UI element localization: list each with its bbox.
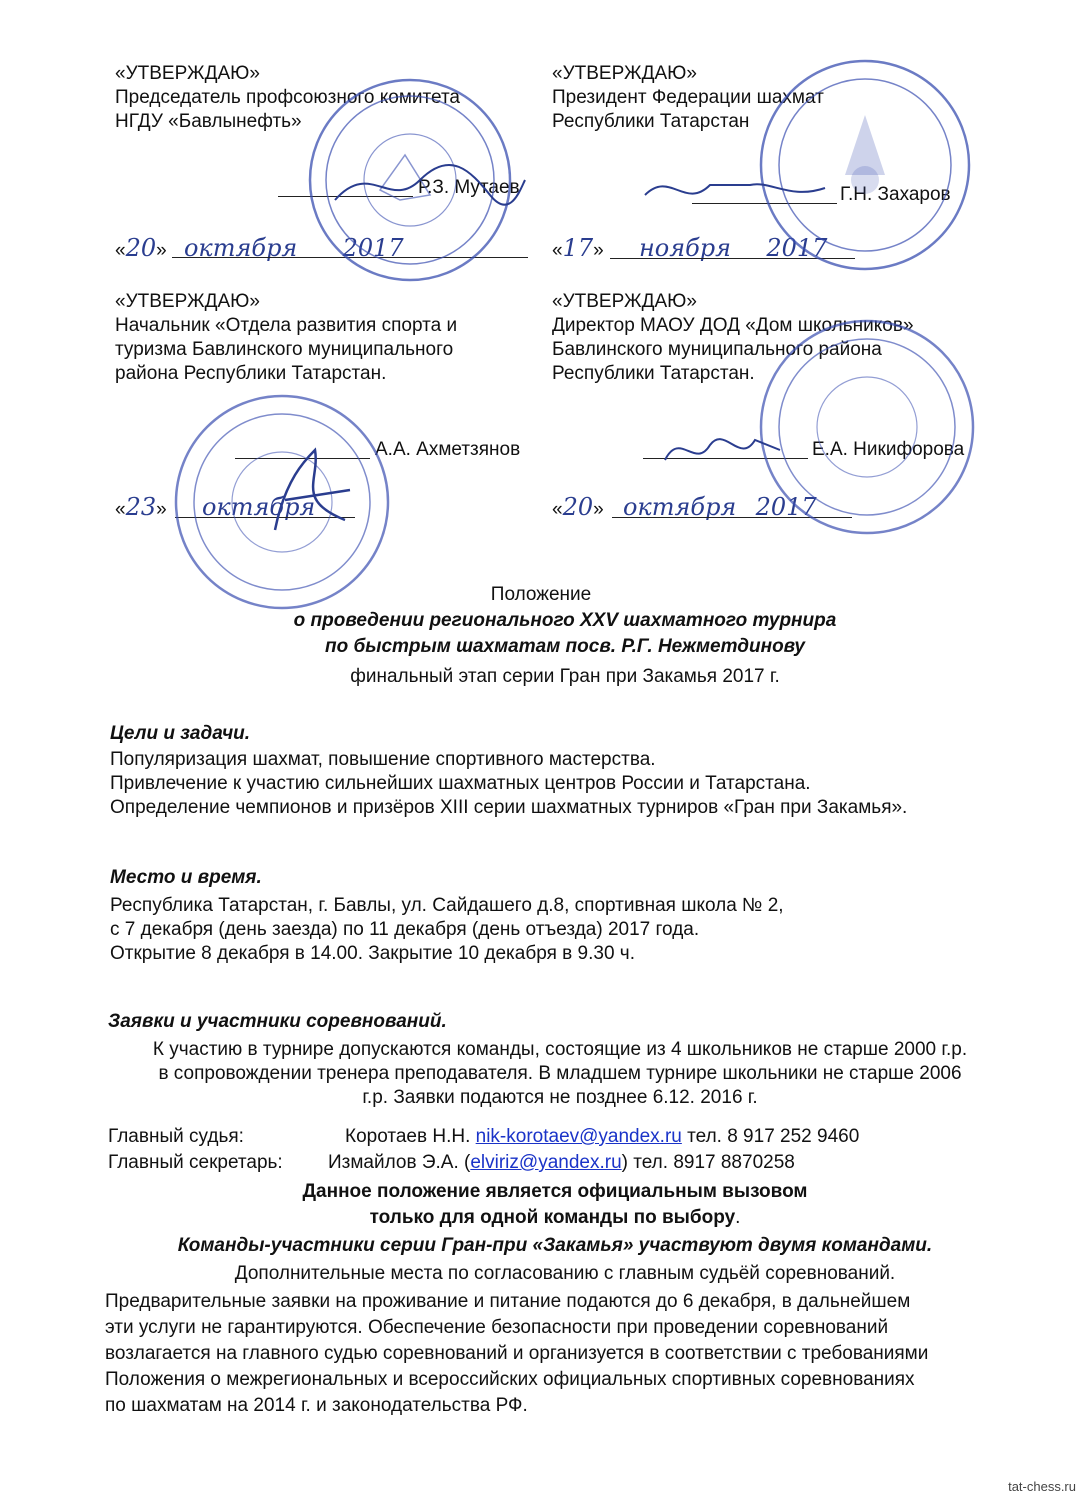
paragraph-line: эти услуги не гарантируются. Обеспечение безопасности при проведении соревнований <box>105 1317 889 1338</box>
approver-name: Р.З. Мутаев <box>418 177 520 198</box>
site-watermark: tat-chess.ru <box>1008 1479 1076 1494</box>
approver-name: А.А. Ахметзянов <box>375 439 521 460</box>
title-line-2: по быстрым шахматам посв. Р.Г. Нежметдинову <box>324 636 805 657</box>
signature-icon <box>655 420 785 480</box>
date-year: 2017 <box>755 493 817 521</box>
approval-date: «23» октября <box>115 493 316 521</box>
goals-list <box>110 748 907 820</box>
approval-line: Директор МАОУ ДОД «Дом школьников» <box>552 315 914 336</box>
goals-heading: Цели и задачи. <box>110 723 251 744</box>
goals-item: Популяризация шахмат, повышение спортивного мастерства. <box>110 749 656 770</box>
secretary-label: Главный секретарь: <box>108 1152 283 1173</box>
approval-date: «20» октября 2017 <box>552 493 817 521</box>
goals-item: Определение чемпионов и призёров XIII серии шахматных турниров «Гран при Закамья». <box>110 797 908 818</box>
secretary-name: Измайлов Э.А. ( <box>328 1152 471 1173</box>
judge-row <box>345 1125 859 1149</box>
approval-heading: «УТВЕРЖДАЮ» <box>115 63 260 84</box>
date-year: 2017 <box>342 234 404 262</box>
approval-line: Республики Татарстан <box>552 111 750 132</box>
official-call-1: Данное положение является официальным вызовом <box>302 1181 808 1202</box>
place-item: Открытие 8 декабря в 14.00. Закрытие 10 декабря в 9.30 ч. <box>110 943 635 964</box>
judge-label: Главный судья: <box>108 1126 244 1147</box>
teams-note: Команды-участники серии Гран-при «Закамья» участвуют двумя командами. <box>177 1235 933 1256</box>
official-call-2-text: только для одной команды по выбору <box>369 1207 736 1228</box>
signature-icon <box>330 150 530 220</box>
signature-icon <box>640 160 830 220</box>
paragraph-line: Предварительные заявки на проживание и питание подаются до 6 декабря, в дальнейшем <box>105 1291 911 1312</box>
approval-line: НГДУ «Бавлынефть» <box>115 111 302 132</box>
applications-line: К участию в турнире допускаются команды, состоящие из 4 школьников не старше 2000 г.р. <box>152 1039 968 1060</box>
date-day: 20 <box>125 234 157 262</box>
approver-name: Е.А. Никифорова <box>812 439 965 460</box>
approval-line: Республики Татарстан. <box>552 363 755 384</box>
date-month: ноября <box>638 234 732 262</box>
approval-line: Бавлинского муниципального района <box>552 339 882 360</box>
applications-line: в сопровождении тренера преподавателя. В младшем турнире школьники не старше 2006 <box>158 1063 962 1084</box>
approval-heading: «УТВЕРЖДАЮ» <box>552 63 697 84</box>
secretary-phone: ) тел. 8917 8870258 <box>621 1152 795 1173</box>
date-month: октября <box>201 493 316 521</box>
applications-centered <box>100 1038 1020 1110</box>
extra-places: Дополнительные места по согласованию с главным судьёй соревнований. <box>234 1263 896 1284</box>
place-item: Республика Татарстан, г. Бавлы, ул. Сайдашего д.8, спортивная школа № 2, <box>110 895 784 916</box>
date-month: октября <box>622 493 737 521</box>
approval-heading: «УТВЕРЖДАЮ» <box>115 291 260 312</box>
approval-line: Начальник «Отдела развития спорта и <box>115 315 458 336</box>
approval-heading: «УТВЕРЖДАЮ» <box>552 291 697 312</box>
approval-date: «20» октября 2017 <box>115 234 404 262</box>
applications-heading: Заявки и участники соревнований. <box>108 1011 447 1032</box>
title-line-1: о проведении регионального XXV шахматного турнира <box>293 610 837 631</box>
paragraph-line: по шахматам на 2014 г. и законодательства РФ. <box>105 1395 528 1416</box>
signature-icon <box>255 440 365 540</box>
goals-item: Привлечение к участию сильнейших шахматных центров России и Татарстана. <box>110 773 811 794</box>
date-day: 23 <box>125 493 157 521</box>
official-call-2-dot: . <box>735 1207 741 1228</box>
judge-name: Коротаев Н.Н. <box>345 1126 471 1147</box>
secretary-row <box>328 1151 795 1175</box>
official-call-2 <box>0 1206 1082 1230</box>
applications-paragraph <box>105 1290 1035 1420</box>
approval-line: района Республики Татарстан. <box>115 363 387 384</box>
date-month: октября <box>183 234 298 262</box>
approval-date: «17» ноября 2017 <box>552 234 828 262</box>
place-heading: Место и время. <box>110 867 262 888</box>
date-day: 20 <box>562 493 594 521</box>
place-list <box>110 894 784 966</box>
date-day: 17 <box>562 234 594 262</box>
place-item: с 7 декабря (день заезда) по 11 декабря (день отъезда) 2017 года. <box>110 919 700 940</box>
applications-line: г.р. Заявки подаются не позднее 6.12. 2016 г. <box>362 1087 758 1108</box>
secretary-email-link[interactable]: elviriz@yandex.ru <box>470 1152 622 1173</box>
title-word: Положение <box>490 584 592 605</box>
approval-line: Председатель профсоюзного комитета <box>115 87 460 108</box>
approval-3 <box>115 290 457 386</box>
judge-email-link[interactable]: nik-korotaev@yandex.ru <box>475 1126 682 1147</box>
title-line-3: финальный этап серии Гран при Закамья 2017 г. <box>350 666 780 687</box>
approver-name: Г.Н. Захаров <box>840 184 951 205</box>
date-year: 2017 <box>766 234 828 262</box>
paragraph-line: Положения о межрегиональных и всероссийских официальных спортивных соревнованиях <box>105 1369 915 1390</box>
school-house-stamp-icon <box>755 315 980 540</box>
approval-line: туризма Бавлинского муниципального <box>115 339 454 360</box>
judge-phone: тел. 8 917 252 9460 <box>687 1126 860 1147</box>
paragraph-line: возлагается на главного судью соревнований и организуется в соответствии с требованиями <box>105 1343 929 1364</box>
approval-line: Президент Федерации шахмат <box>552 87 824 108</box>
